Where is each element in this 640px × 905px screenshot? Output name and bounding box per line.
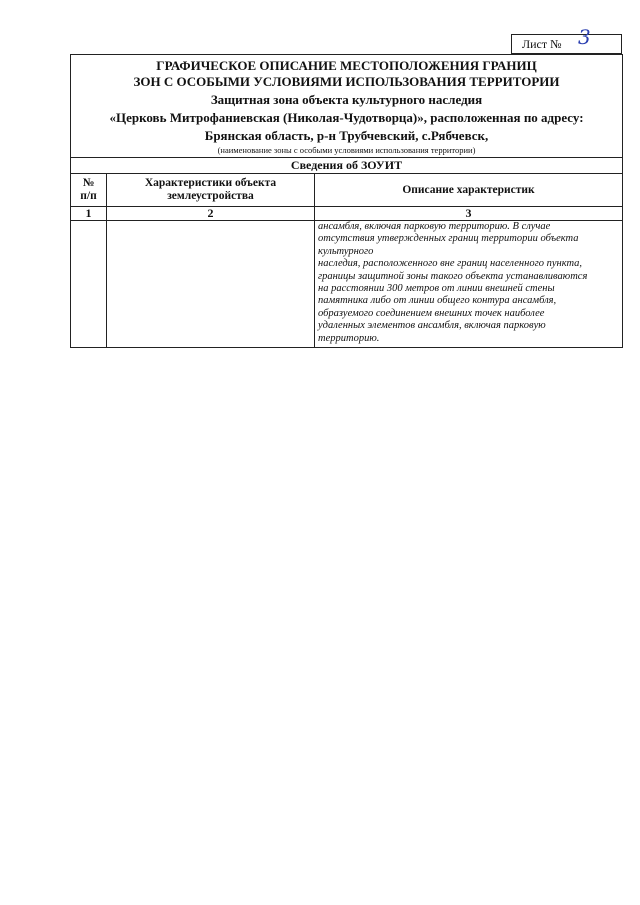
description-line: на расстоянии 300 метров от линии внешней стены — [318, 283, 555, 295]
sheet-number-handwritten: 3 — [578, 25, 591, 49]
description-line: удаленных элементов ансамбля, включая парковую — [318, 320, 546, 332]
row-number-cell — [71, 221, 107, 348]
column-header-characteristics — [107, 174, 315, 207]
column-number-row — [71, 207, 623, 221]
document-header — [71, 55, 623, 158]
column-number-1: 1 — [71, 207, 107, 221]
header-row — [71, 55, 623, 158]
document-title-line-2: ЗОН С ОСОБЫМИ УСЛОВИЯМИ ИСПОЛЬЗОВАНИЯ ТЕРРИТОРИИ — [133, 74, 560, 89]
description-line: территорию. — [318, 332, 380, 344]
column-number-2: 2 — [107, 207, 315, 221]
column-header-number-line-1: № — [82, 177, 95, 189]
column-header-characteristics-line-2: землеустройства — [167, 190, 254, 202]
description-line: границы защитной зоны такого объекта устанавливаются — [318, 270, 588, 282]
zone-address-line: Брянская область, р-н Трубчевский, с.Рябчевск, — [204, 128, 489, 143]
description-line: образуемого соединением внешних точек наиболее — [318, 307, 545, 319]
sheet-number-box — [511, 25, 622, 54]
column-header-number-line-2: п/п — [80, 190, 97, 202]
description-line: культурного — [318, 245, 374, 257]
column-header-number — [71, 174, 107, 207]
description-line: отсутствия утвержденных границ территории объекта — [318, 233, 579, 245]
row-characteristic-cell — [107, 221, 315, 348]
sheet-label: Лист № — [522, 37, 562, 51]
description-line: наследия, расположенного вне границ населенного пункта, — [318, 258, 583, 270]
zone-name-line-1: Защитная зона объекта культурного наследия — [210, 92, 483, 107]
description-line: памятника либо от линии общего контура ансамбля, — [318, 295, 557, 307]
column-header-row — [71, 174, 623, 207]
column-header-description: Описание характеристик — [315, 174, 623, 207]
description-line: ансамбля, включая парковую территорию. В случае — [318, 221, 551, 232]
column-number-3: 3 — [315, 207, 623, 221]
column-header-characteristics-line-1: Характеристики объекта — [144, 177, 277, 189]
document-title-line-1: ГРАФИЧЕСКОЕ ОПИСАНИЕ МЕСТОПОЛОЖЕНИЯ ГРАНИЦ — [156, 58, 537, 73]
zone-name-caption: (наименование зоны с особыми условиями использования территории) — [217, 145, 476, 155]
row-description-cell — [315, 221, 623, 348]
table-row — [71, 221, 623, 348]
zone-name-line-2: «Церковь Митрофаниевская (Николая-Чудотворца)», расположенная по адресу: — [109, 110, 584, 125]
zouit-description-table — [70, 54, 623, 348]
section-title-row — [71, 158, 623, 174]
section-title: Сведения об ЗОУИТ — [71, 158, 623, 174]
